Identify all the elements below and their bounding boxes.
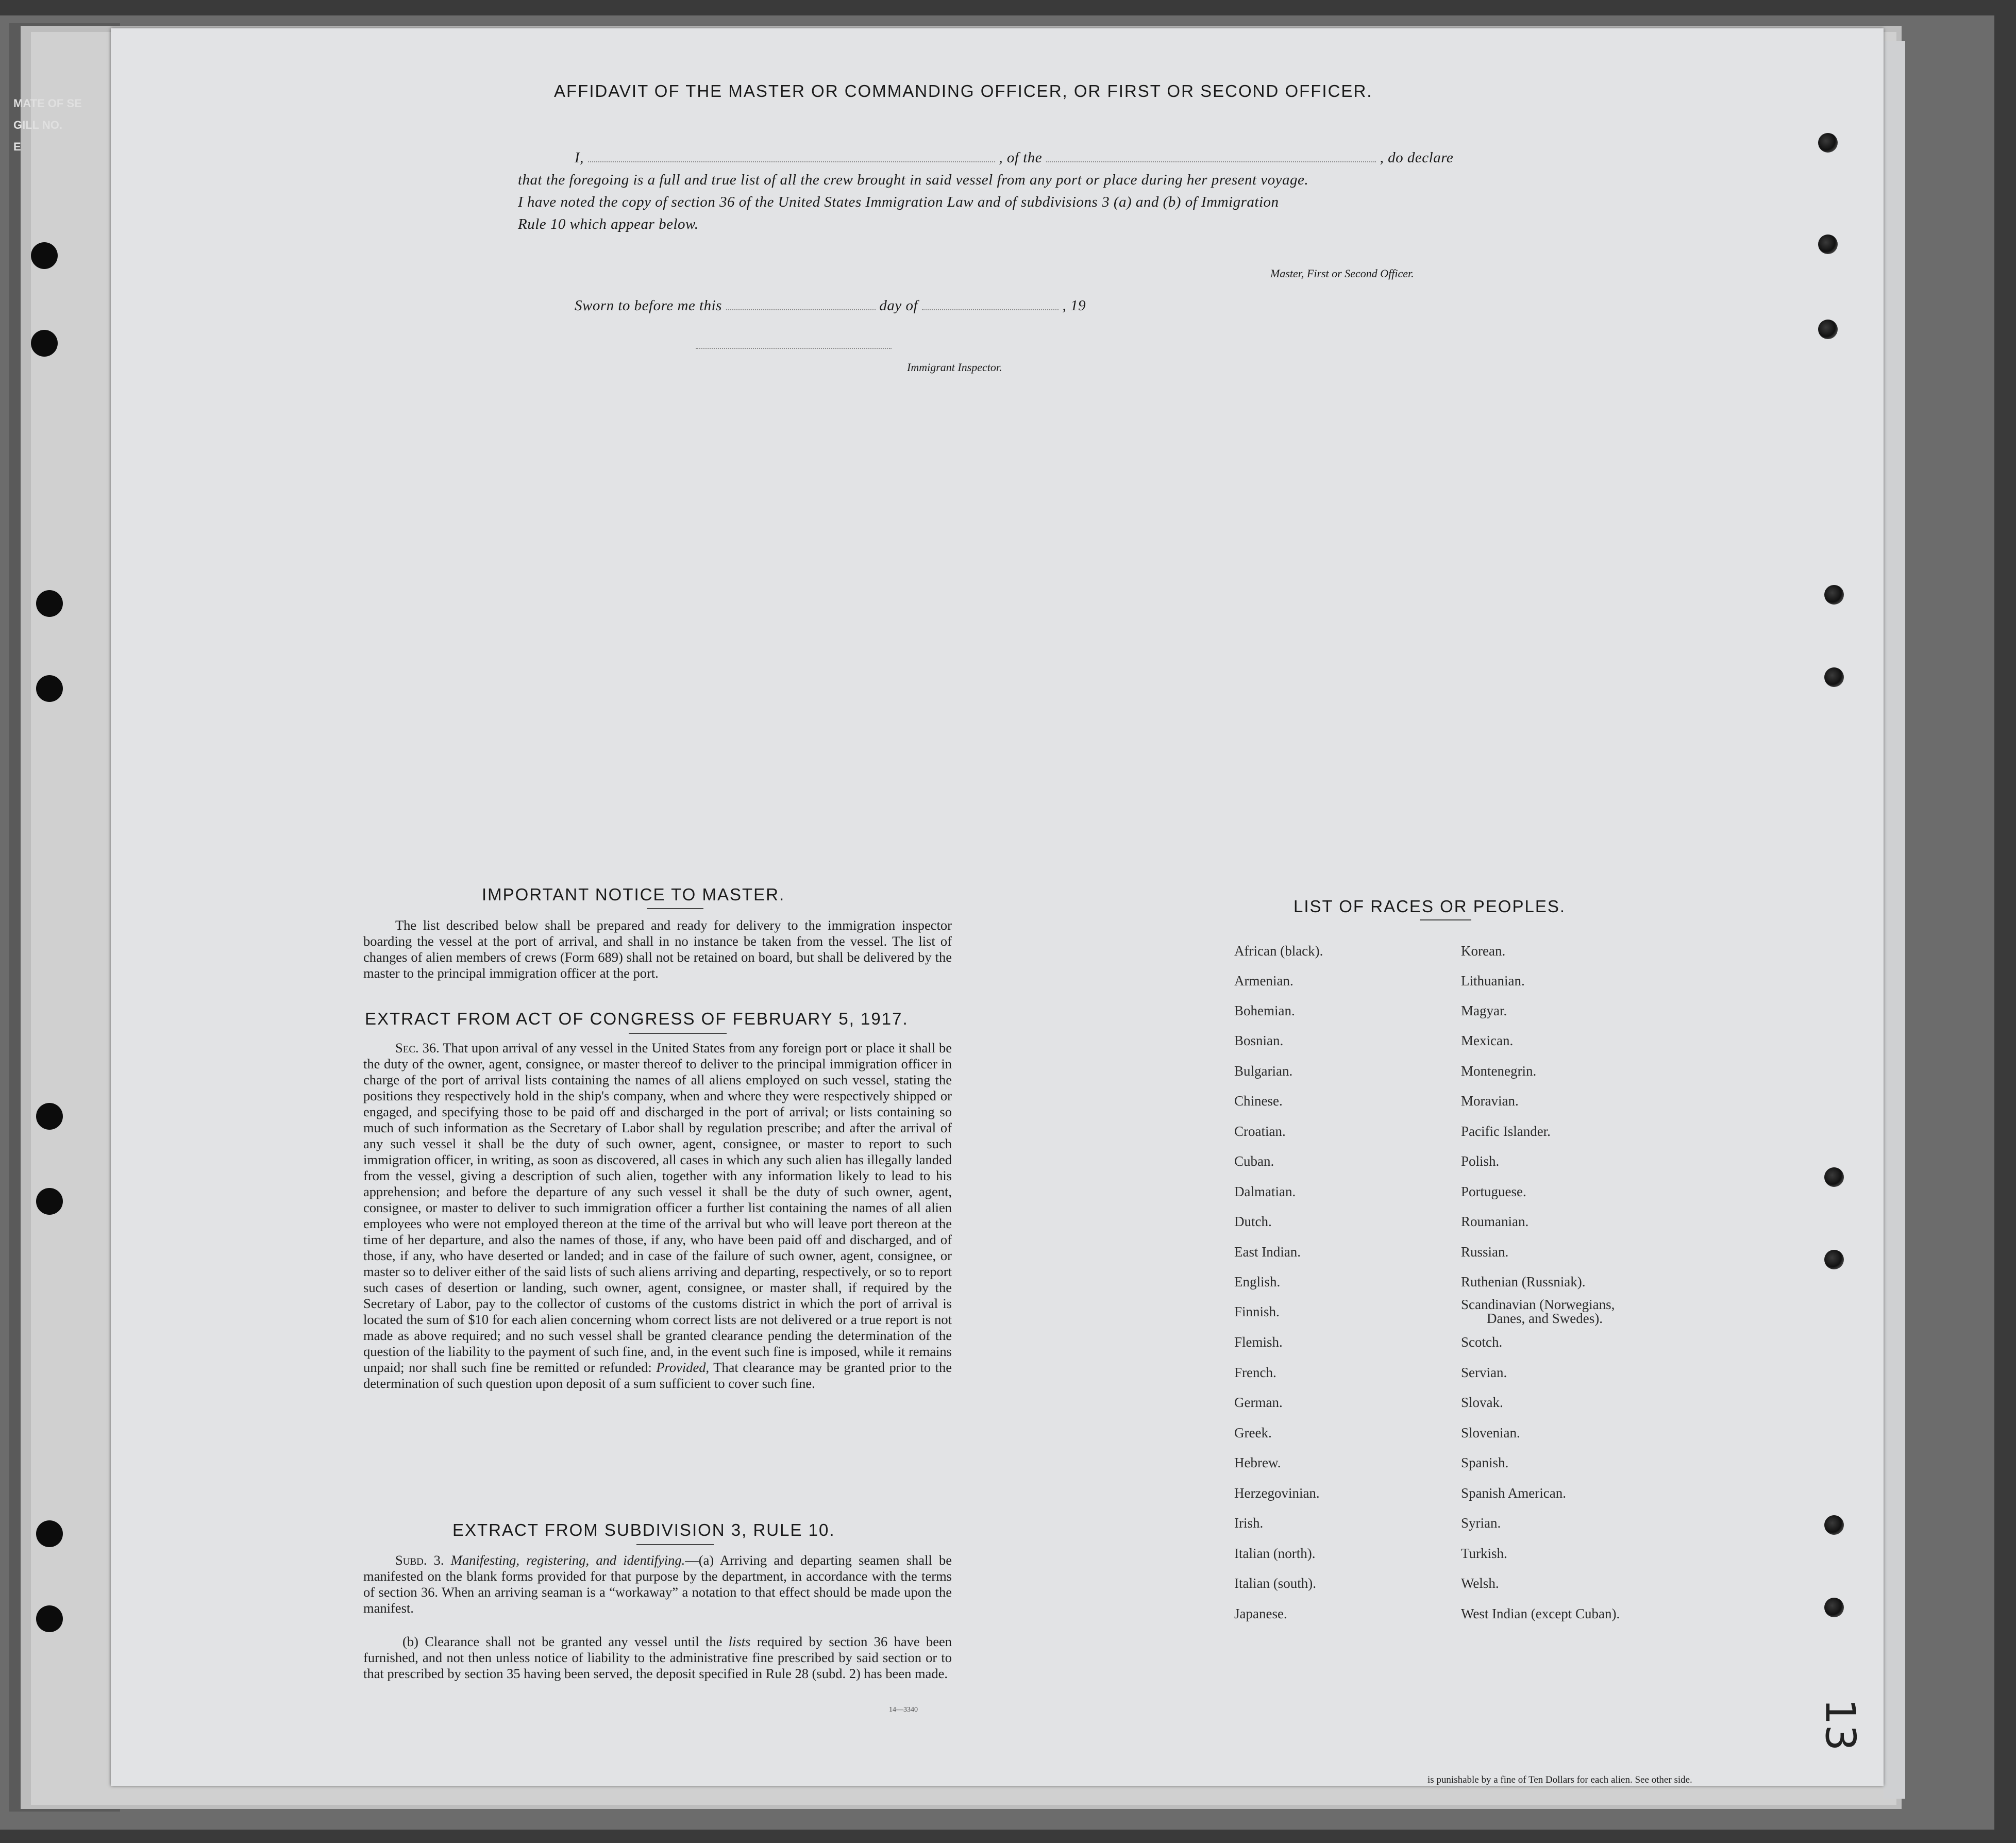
form-number: 14—3340 xyxy=(889,1706,918,1714)
race-item: Dutch. xyxy=(1234,1214,1272,1229)
subd-para-b-prefix: (b) Clearance shall not be granted any vessel until the xyxy=(402,1634,723,1649)
race-item: Bosnian. xyxy=(1234,1033,1284,1048)
race-item: Korean. xyxy=(1461,943,1506,959)
margin-stub-line: E xyxy=(13,140,21,153)
race-item: Dalmatian. xyxy=(1234,1184,1296,1199)
race-item: Mexican. xyxy=(1461,1033,1514,1048)
affidavit-line-2: that the foregoing is a full and true list of all the crew brought in said vessel from any port or place during her present voyage. xyxy=(518,172,1309,188)
sworn-line xyxy=(575,297,1086,314)
subd-label: Subd. 3. xyxy=(395,1552,444,1568)
section-text-end: That clearance may be granted prior to the determination of such question upon deposit of a sum sufficient to cover such fine. xyxy=(363,1360,952,1391)
affidavit-do-declare: , do declare xyxy=(1380,149,1454,166)
race-item: West Indian (except Cuban). xyxy=(1461,1606,1620,1621)
act-extract-title: EXTRACT FROM ACT OF CONGRESS OF FEBRUARY 5, 1917. xyxy=(365,1009,909,1028)
act-extract-text xyxy=(363,1040,952,1392)
race-item: Slovenian. xyxy=(1461,1425,1520,1440)
margin-stub-line: MATE OF SE xyxy=(13,97,82,110)
name-blank xyxy=(588,161,995,162)
race-item: Japanese. xyxy=(1234,1606,1287,1621)
race-item: Syrian. xyxy=(1461,1515,1501,1531)
race-item: Chinese. xyxy=(1234,1093,1283,1109)
race-item: Servian. xyxy=(1461,1365,1507,1380)
punch-mark xyxy=(1818,234,1838,254)
race-item: Polish. xyxy=(1461,1153,1500,1169)
binder-hole xyxy=(36,1520,63,1547)
affidavit-line-1 xyxy=(575,149,1453,166)
race-item: East Indian. xyxy=(1234,1244,1301,1260)
margin-stub xyxy=(13,93,82,157)
race-item: Danes, and Swedes). xyxy=(1487,1311,1603,1326)
race-item: Magyar. xyxy=(1461,1003,1507,1018)
month-blank xyxy=(922,309,1059,310)
rule-extract-text-b xyxy=(363,1634,952,1682)
punch-mark xyxy=(1824,667,1844,687)
race-item: Greek. xyxy=(1234,1425,1272,1440)
margin-stub-line: GILL NO. xyxy=(13,118,62,131)
race-item: Montenegrin. xyxy=(1461,1063,1537,1079)
races-rule xyxy=(1420,919,1471,920)
master-signature-label: Master, First or Second Officer. xyxy=(1270,267,1414,280)
race-item: Cuban. xyxy=(1234,1153,1274,1169)
race-item: Bulgarian. xyxy=(1234,1063,1293,1079)
section-label: Sec. 36. xyxy=(395,1040,440,1055)
page-edge xyxy=(1884,41,1905,1799)
year-label: , 19 xyxy=(1062,297,1086,314)
subd-para-a: —(a) Arriving and departing seamen shall be manifested on the blank forms provided for that purpose by the department, in accordance with the terms of section 36. When an arriving seaman is a “workaway” a notation to that effect should be made upon the manifest. xyxy=(363,1552,952,1616)
race-item: Spanish American. xyxy=(1461,1485,1566,1501)
race-item: Hebrew. xyxy=(1234,1455,1281,1470)
affidavit-line-4: Rule 10 which appear below. xyxy=(518,216,699,232)
binder-hole xyxy=(36,1188,63,1215)
race-item: Ruthenian (Russniak). xyxy=(1461,1274,1586,1289)
binder-hole xyxy=(31,242,58,269)
race-item: Bohemian. xyxy=(1234,1003,1295,1018)
subd-para-b-lists: lists xyxy=(728,1634,751,1649)
act-extract-rule xyxy=(629,1033,727,1034)
inspector-label: Immigrant Inspector. xyxy=(907,361,1002,374)
races-title: LIST OF RACES OR PEOPLES. xyxy=(1293,897,1566,916)
binder-hole xyxy=(36,1103,63,1130)
punch-mark xyxy=(1818,133,1838,153)
race-item: Scandinavian (Norwegians, xyxy=(1461,1297,1615,1312)
punch-mark xyxy=(1824,1515,1844,1535)
sworn-label: Sworn to before me this xyxy=(575,297,722,314)
affidavit-line-3: I have noted the copy of section 36 of the United States Immigration Law and of subdivisions 3 (a) and (b) of Immigration xyxy=(518,194,1279,210)
race-item: Italian (south). xyxy=(1234,1576,1316,1591)
notice-title: IMPORTANT NOTICE TO MASTER. xyxy=(482,885,785,904)
race-item: Herzegovinian. xyxy=(1234,1485,1320,1501)
race-item: Lithuanian. xyxy=(1461,973,1525,988)
binder-hole xyxy=(36,675,63,702)
punch-mark xyxy=(1818,320,1838,339)
punch-mark xyxy=(1824,585,1844,605)
manifest-page xyxy=(111,28,1884,1786)
race-item: Welsh. xyxy=(1461,1576,1499,1591)
page-number: 13 xyxy=(1816,1698,1864,1751)
race-item: African (black). xyxy=(1234,943,1323,959)
race-item: Roumanian. xyxy=(1461,1214,1529,1229)
rule-extract-text xyxy=(363,1552,952,1616)
day-of-label: day of xyxy=(879,297,918,314)
provided-word: Provided, xyxy=(656,1360,710,1375)
race-item: Armenian. xyxy=(1234,973,1293,988)
race-item: English. xyxy=(1234,1274,1281,1289)
race-item: Finnish. xyxy=(1234,1304,1280,1319)
race-item: French. xyxy=(1234,1365,1276,1380)
race-item: Italian (north). xyxy=(1234,1546,1316,1561)
race-item: Portuguese. xyxy=(1461,1184,1526,1199)
day-blank xyxy=(726,309,876,310)
affidavit-title: AFFIDAVIT OF THE MASTER OR COMMANDING OFFICER, OR FIRST OR SECOND OFFICER. xyxy=(554,81,1373,100)
race-item: German. xyxy=(1234,1395,1283,1410)
race-item: Russian. xyxy=(1461,1244,1509,1260)
subd-para-b: required by section 36 have been furnished, and not then unless notice of liability to the administrative fine prescribed by said section or to that prescribed by section 35 having been served, the deposit specified in Rule 28 (subd. 2) has been made. xyxy=(363,1634,952,1681)
affidavit-i-label: I, xyxy=(575,149,584,166)
rule-extract-title: EXTRACT FROM SUBDIVISION 3, RULE 10. xyxy=(452,1520,835,1539)
footer-note: is punishable by a fine of Ten Dollars for each alien. See other side. xyxy=(1427,1774,1692,1785)
race-item: Flemish. xyxy=(1234,1334,1283,1350)
section-text: That upon arrival of any vessel in the United States from any foreign port or place it shall be the duty of the owner, agent, consignee, or master thereof to deliver to the principal immigration officer in charge of the port of arrival lists containing the names of all aliens employed on such vessel, stating the positions they respectively hold in the ship's company, when and where they were respectively shipped or engaged, and specifying those to be paid off and discharged in the port of arrival; or lists containing so much of such information as the Secretary of Labor shall by regulation prescribe; and after the arrival of any such vessel it shall be the duty of such owner, agent, consignee, or master to report to such immigration officer, in writing, as soon as discovered, all cases in which any such alien has illegally landed from the vessel, giving a description of such alien, together with any information likely to lead to his apprehension; and before the departure of any such vessel it shall be the duty of such owner, agent, consignee, or master to deliver to such immigration officer a further list containing the names of all alien employees who were not employed thereon at the time of the arrival but who will leave port thereon at the time of her departure, and also the names of those, if any, who have been paid off and discharged, and of those, if any, who have deserted or landed; and in case of the failure of such owner, agent, consignee, or master so to deliver either of the said lists of such aliens arriving and departing, respectively, or so to report such cases of desertion or landing, such owner, agent, consignee, or master shall, if required by the Secretary of Labor, pay to the collector of customs of the customs district in which the port of arrival is located the sum of $10 for each alien concerning whom correct lists are not delivered or a true report is not made as above required; and no such vessel shall be granted clearance pending the determination of the question of the liability to the payment of such fine, and, in the event such fine is imposed, while it remains unpaid; nor shall such fine be remitted or refunded: xyxy=(363,1040,952,1375)
punch-mark xyxy=(1824,1167,1844,1187)
race-item: Croatian. xyxy=(1234,1124,1286,1139)
race-item: Turkish. xyxy=(1461,1546,1507,1561)
vessel-blank xyxy=(1046,161,1376,162)
notice-text: The list described below shall be prepared and ready for delivery to the immigration inspector boarding the vessel at the port of arrival, and shall in no instance be taken from the vessel. The list of changes of alien members of crews (Form 689) shall not be retained on board, but shall be delivered by the master to the principal immigration officer at the port. xyxy=(363,917,952,981)
binder-hole xyxy=(31,330,58,357)
race-item: Scotch. xyxy=(1461,1334,1503,1350)
punch-mark xyxy=(1824,1598,1844,1617)
rule-extract-rule xyxy=(636,1544,714,1545)
race-item: Spanish. xyxy=(1461,1455,1509,1470)
inspector-signature-line xyxy=(696,348,892,349)
race-item: Irish. xyxy=(1234,1515,1264,1531)
race-item: Slovak. xyxy=(1461,1395,1503,1410)
affidavit-of-the: , of the xyxy=(999,149,1043,166)
binder-hole xyxy=(36,1605,63,1632)
race-item: Moravian. xyxy=(1461,1093,1519,1109)
notice-rule xyxy=(647,908,703,909)
binder-hole xyxy=(36,590,63,617)
race-item: Pacific Islander. xyxy=(1461,1124,1551,1139)
punch-mark xyxy=(1824,1250,1844,1269)
subd-heading: Manifesting, registering, and identifying. xyxy=(450,1552,685,1568)
